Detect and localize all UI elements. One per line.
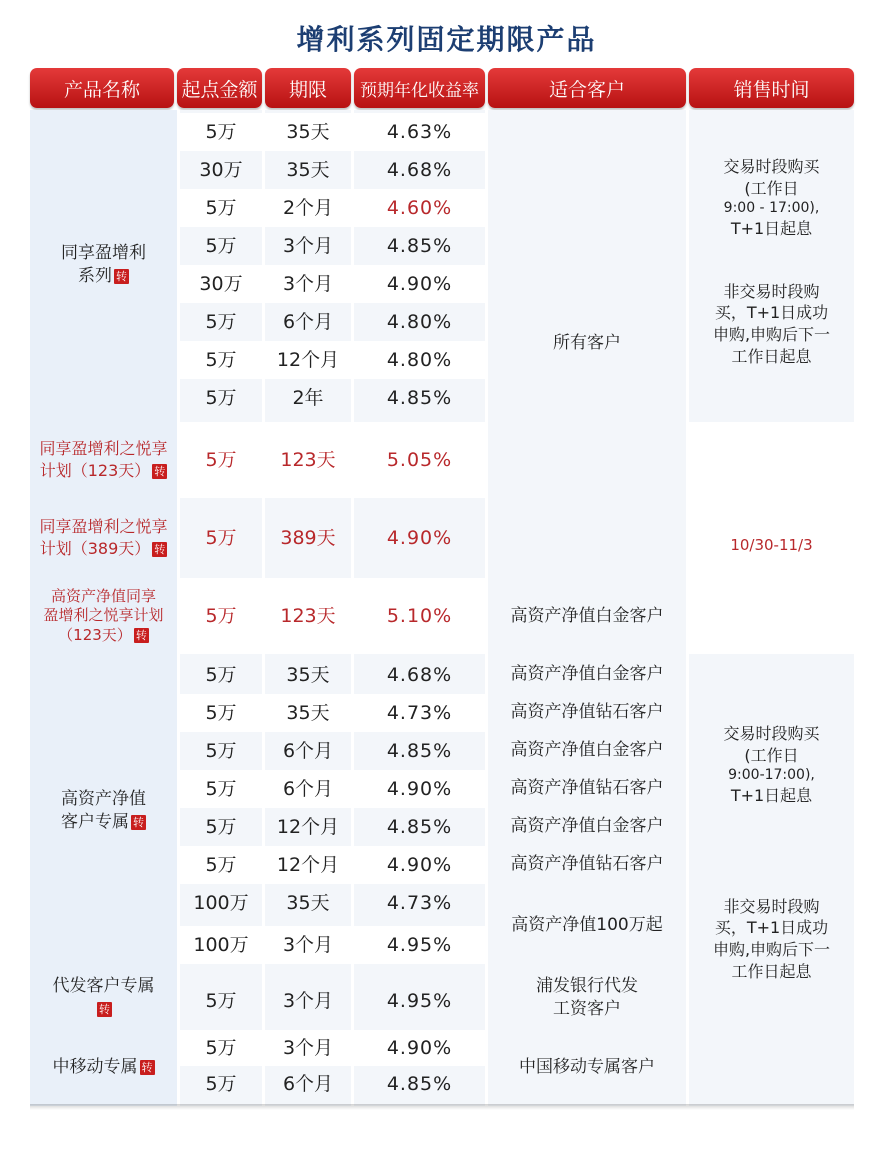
sales-line: 工作日起息: [731, 961, 812, 981]
group-name-yuexiang-389: [30, 500, 177, 576]
customer-payroll: [488, 968, 686, 1028]
customer-cmcc: 中国移动专属客户: [519, 1056, 655, 1077]
sales-time-nontrading-1: [689, 266, 854, 382]
customer-hnw-platinum: 高资产净值白金客户: [510, 605, 664, 626]
cell-term: 35天: [286, 121, 330, 144]
cell-rate: 4.85%: [386, 1073, 453, 1096]
cell-term: 3个月: [282, 235, 334, 258]
cell-term: 2年: [292, 387, 324, 410]
sales-line: T+1日起息: [730, 219, 813, 239]
table-bottom-shadow: [30, 1104, 854, 1110]
cell-term: 6个月: [282, 740, 334, 763]
group-name-cmcc: 中移动专属 转: [52, 1056, 153, 1077]
header-expected-yield: 预期年化收益率: [354, 68, 485, 108]
cell-amount: 5万: [205, 664, 237, 687]
group-name-hnw-yuexiang: [30, 578, 177, 654]
group-name-tongxiangying: [30, 110, 177, 420]
sales-line: 交易时段购买: [723, 724, 820, 744]
customer-line: 工资客户: [553, 999, 621, 1019]
cell-amount: 5万: [205, 121, 237, 144]
customer-hnw-platinum: 高资产净值白金客户: [510, 815, 664, 836]
cell-amount: 5万: [205, 235, 237, 258]
transfer-tag-icon: 转: [154, 465, 166, 478]
customer-hnw-diamond: 高资产净值钻石客户: [510, 777, 664, 798]
group-name-line: 系列 转: [78, 266, 127, 286]
cell-amount: 5万: [205, 1073, 237, 1096]
cell-term: 123天: [280, 605, 336, 628]
cell-rate: 4.73%: [386, 892, 453, 915]
cell-amount: 5万: [205, 449, 237, 472]
customer-line: 浦发银行代发: [536, 976, 638, 997]
cell-amount: 5万: [205, 990, 237, 1013]
cell-term: 6个月: [282, 778, 334, 801]
cell-term: 3个月: [282, 1037, 334, 1060]
cell-amount: 5万: [205, 778, 237, 801]
sales-time-special-period: 10/30-11/3: [730, 535, 813, 554]
sales-line: 买，T+1日成功: [714, 303, 829, 323]
page-title: 增利系列固定期限产品: [296, 23, 597, 56]
cell-rate: 4.90%: [386, 778, 453, 801]
group-name-line: 同享盈增利之悦享: [39, 439, 168, 459]
header-sales-time: 销售时间: [689, 68, 854, 108]
transfer-tag-icon: 转: [133, 815, 144, 829]
cell-rate: 4.85%: [386, 387, 453, 410]
group-name-line: 同享盈增利之悦享: [39, 517, 168, 537]
cell-amount: 5万: [205, 605, 237, 628]
cell-amount: 5万: [205, 311, 237, 334]
group-name-line: 计划（123天） 转: [39, 461, 166, 480]
sales-time-trading-1: [689, 138, 854, 258]
cell-rate: 4.90%: [386, 854, 453, 877]
cell-term: 2个月: [282, 197, 334, 220]
cell-term: 123天: [280, 449, 336, 472]
cell-rate: 4.73%: [386, 702, 453, 725]
cell-term: 6个月: [282, 1073, 334, 1096]
header-min-amount: 起点金额: [177, 68, 262, 108]
group-name-line: [95, 998, 112, 1021]
sales-time-nontrading-2: [689, 881, 854, 997]
cell-amount: 100万: [193, 934, 249, 957]
cell-term: 12个月: [276, 816, 340, 839]
group-name-line: 计划（389天） 转: [39, 539, 166, 558]
cell-amount: 5万: [205, 702, 237, 725]
cell-rate: 4.85%: [386, 235, 453, 258]
cell-term: 35天: [286, 159, 330, 182]
cell-rate: 4.95%: [386, 934, 453, 957]
sales-line: 申购,申购后下一: [712, 940, 831, 959]
cell-amount: 5万: [205, 527, 237, 550]
cell-amount: 5万: [205, 197, 237, 220]
group-name-line: （123天） 转: [58, 625, 147, 644]
cell-rate: 4.90%: [386, 273, 453, 296]
customer-hnw-diamond: 高资产净值钻石客户: [510, 701, 664, 722]
cell-term: 12个月: [276, 349, 340, 372]
cell-amount: 30万: [199, 273, 243, 296]
cell-amount: 5万: [205, 387, 237, 410]
header-term: 期限: [265, 68, 351, 108]
sales-line: 申购,申购后下一: [712, 325, 831, 344]
cell-amount: 5万: [205, 816, 237, 839]
group-name-yuexiang-123: [30, 422, 177, 498]
cell-term: 389天: [280, 527, 336, 550]
cell-term: 3个月: [282, 934, 334, 957]
transfer-tag-icon: 转: [99, 1002, 110, 1016]
sales-line: 非交易时段购: [723, 896, 820, 916]
cell-rate: 4.90%: [386, 527, 453, 550]
cell-amount: 100万: [193, 892, 249, 915]
group-name-line: 高资产净值: [61, 789, 146, 810]
transfer-tag-icon: 转: [116, 269, 127, 283]
group-name-payroll: [30, 968, 177, 1028]
header-customers: 适合客户: [488, 68, 686, 108]
sales-line: 9:00 - 17:00),: [723, 200, 820, 217]
sales-line: (工作日: [744, 745, 799, 765]
cell-rate: 4.68%: [386, 159, 453, 182]
sales-line: (工作日: [744, 178, 799, 198]
sales-time-trading-2: [689, 705, 854, 825]
sales-line: 非交易时段购: [723, 281, 820, 301]
group-name-line: 盈增利之悦享计划: [43, 606, 164, 625]
sales-line: 买，T+1日成功: [714, 918, 829, 938]
cell-rate: 5.10%: [386, 605, 453, 628]
group-name-line: 客户专属 转: [61, 812, 144, 832]
sales-line: 交易时段购买: [723, 157, 820, 177]
group-name-line: 同享盈增利: [61, 243, 146, 264]
sales-line: T+1日起息: [730, 786, 813, 806]
cell-rate: 4.85%: [386, 816, 453, 839]
customer-hnw-platinum: 高资产净值白金客户: [510, 663, 664, 684]
transfer-tag-icon: 转: [154, 543, 166, 556]
cell-rate: 4.80%: [386, 311, 453, 334]
cell-amount: 5万: [205, 854, 237, 877]
cell-rate: 4.80%: [386, 349, 453, 372]
cell-term: 3个月: [282, 990, 334, 1013]
customer-all: 所有客户: [553, 332, 621, 353]
cell-rate: 4.85%: [386, 740, 453, 763]
cell-rate: 4.60%: [386, 197, 453, 220]
cell-amount: 5万: [205, 740, 237, 763]
cell-term: 35天: [286, 702, 330, 725]
customer-hnw-diamond: 高资产净值钻石客户: [510, 853, 664, 874]
header-product-name: 产品名称: [30, 68, 174, 108]
cell-rate: 5.05%: [386, 449, 453, 472]
cell-rate: 4.68%: [386, 664, 453, 687]
sales-line: 工作日起息: [731, 346, 812, 366]
group-name-line: 代发客户专属: [52, 976, 155, 997]
cell-amount: 5万: [205, 349, 237, 372]
transfer-tag-icon: 转: [135, 628, 147, 642]
cell-term: 35天: [286, 664, 330, 687]
transfer-tag-icon: 转: [141, 1060, 153, 1074]
cell-rate: 4.90%: [386, 1037, 453, 1060]
cell-term: 12个月: [276, 854, 340, 877]
cell-amount: 30万: [199, 159, 243, 182]
cell-amount: 5万: [205, 1037, 237, 1060]
customer-hnw-platinum: 高资产净值白金客户: [510, 739, 664, 760]
cell-term: 35天: [286, 892, 330, 915]
cell-term: 3个月: [282, 273, 334, 296]
customer-hnw-1m: 高资产净值100万起: [511, 914, 663, 935]
cell-term: 6个月: [282, 311, 334, 334]
group-name-hnw-exclusive: [30, 656, 177, 966]
group-name-line: 高资产净值同享: [50, 586, 156, 605]
sales-line: 9:00-17:00),: [728, 767, 815, 784]
cell-rate: 4.63%: [386, 121, 453, 144]
cell-rate: 4.95%: [386, 990, 453, 1013]
